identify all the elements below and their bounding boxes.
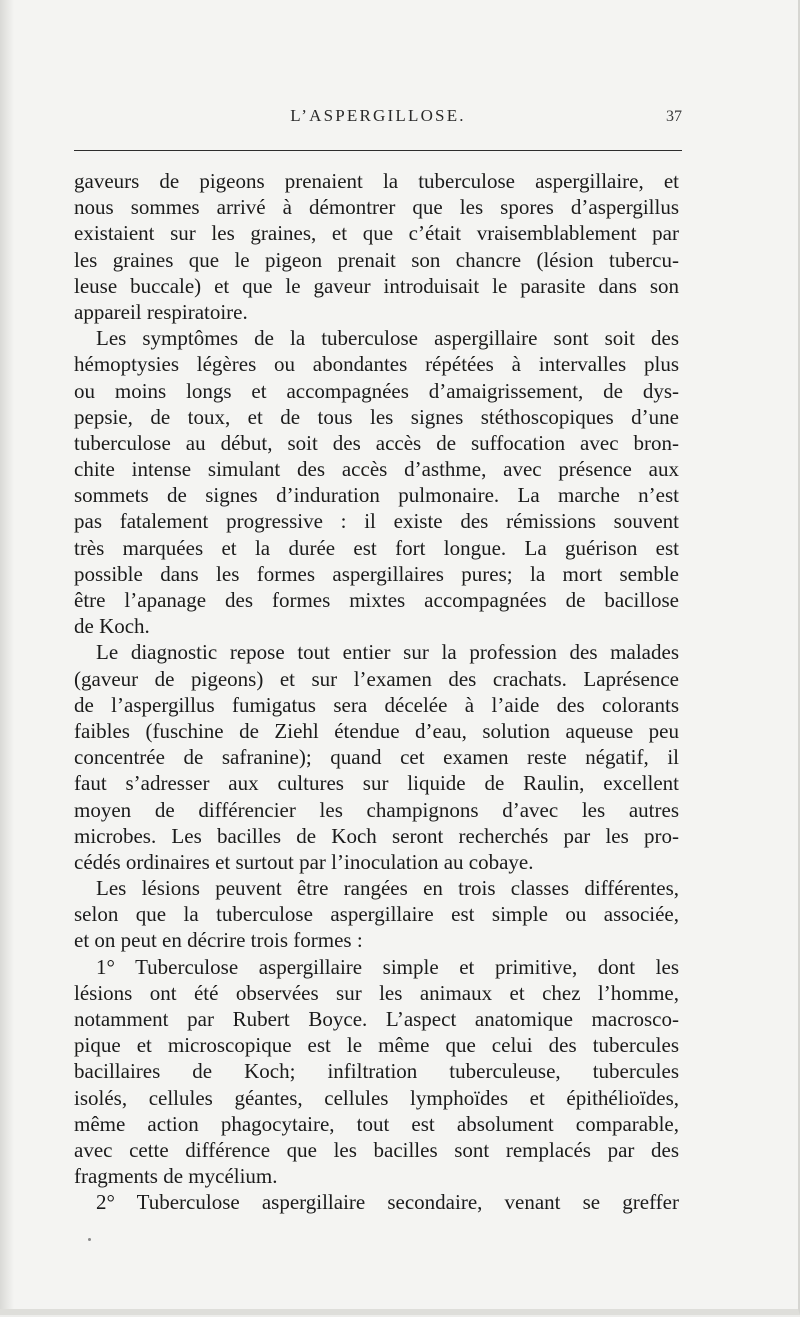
text-line: gaveurs de pigeons prenaient la tuberculose aspergillaire, et <box>74 169 679 193</box>
text-line: pique et microscopique est le même que celui des tubercules <box>74 1033 679 1058</box>
text-line: microbes. Les bacilles de Koch seront recherchés par les pro- <box>74 823 679 848</box>
text-line: tuberculose au début, soit des accès de suffocation avec bron- <box>74 430 679 455</box>
text-line: faut s’adresser aux cultures sur liquide de Raulin, excellent <box>74 771 679 796</box>
text-line: nous sommes arrivé à démontrer que les spores d’aspergillus <box>74 195 679 220</box>
text-line: 2° Tuberculose aspergillaire secondaire, venant se greffer <box>96 1190 679 1215</box>
text-line: très marquées et la durée est fort longue. La guérison est <box>74 535 679 560</box>
text-line: avec cette différence que les bacilles sont remplacés par des <box>74 1137 679 1162</box>
text-line: isolés, cellules géantes, cellules lymphoïdes et épithélioïdes, <box>74 1085 679 1110</box>
text-line: pepsie, de toux, et de tous les signes stéthoscopiques d’une <box>74 404 679 429</box>
text-line: être l’apanage des formes mixtes accompagnées de bacillose <box>74 588 679 612</box>
text-line: de Koch. <box>74 614 150 639</box>
page-number: 37 <box>666 108 682 125</box>
text-line: leuse buccale) et que le gaveur introduisait le parasite dans son <box>74 273 679 298</box>
text-line: ou moins longs et accompagnées d’amaigrissement, de dys- <box>74 378 679 403</box>
text-line: concentrée de safranine); quand cet examen reste négatif, il <box>74 745 679 770</box>
text-line: selon que la tuberculose aspergillaire est simple ou associée, <box>74 902 679 927</box>
text-line: Le diagnostic repose tout entier sur la profession des malades <box>96 640 679 665</box>
text-line: faibles (fuschine de Ziehl étendue d’eau, solution aqueuse peu <box>74 718 679 743</box>
text-line: fragments de mycélium. <box>74 1164 278 1189</box>
header-rule <box>74 150 682 151</box>
text-line: les graines que le pigeon prenait son chancre (lésion tubercu- <box>74 247 679 272</box>
text-line: appareil respiratoire. <box>74 299 248 324</box>
text-line: possible dans les formes aspergillaires pures; la mort semble <box>74 561 679 586</box>
text-line: bacillaires de Koch; infiltration tuberculeuse, tubercules <box>74 1059 679 1084</box>
text-line: 1° Tuberculose aspergillaire simple et primitive, dont les <box>96 954 679 979</box>
text-line: Les symptômes de la tuberculose aspergillaire sont soit des <box>96 326 679 351</box>
text-line: et on peut en décrire trois formes : <box>74 928 363 953</box>
text-line: de l’aspergillus fumigatus sera décelée à l’aide des colorants <box>74 692 679 717</box>
running-title: L’ASPERGILLOSE. <box>290 106 466 125</box>
text-line: sommets de signes d’induration pulmonaire. La marche n’est <box>74 483 679 508</box>
text-line: lésions ont été observées sur les animaux et chez l’homme, <box>74 980 679 1005</box>
text-line: Les lésions peuvent être rangées en trois classes différentes, <box>96 876 679 901</box>
text-line: (gaveur de pigeons) et sur l’examen des crachats. Laprésence <box>74 666 679 691</box>
text-line: même action phagocytaire, tout est absolument comparable, <box>74 1111 679 1136</box>
text-line: existaient sur les graines, et que c’était vraisemblablement par <box>74 221 679 246</box>
text-line: cédés ordinaires et surtout par l’inoculation au cobaye. <box>74 849 534 874</box>
page-gutter-shadow <box>0 0 14 1309</box>
text-line: chite intense simulant des accès d’asthme, avec présence aux <box>74 457 679 482</box>
text-line: hémoptysies légères ou abondantes répétées à intervalles plus <box>74 352 679 377</box>
text-line: pas fatalement progressive : il existe des rémissions souvent <box>74 509 679 534</box>
text-line: notamment par Rubert Boyce. L’aspect anatomique macrosco- <box>74 1007 679 1031</box>
page-header <box>74 106 682 130</box>
scan-speck <box>88 1238 91 1241</box>
body-text <box>74 168 679 1216</box>
text-line: moyen de différencier les champignons d’avec les autres <box>74 797 679 822</box>
